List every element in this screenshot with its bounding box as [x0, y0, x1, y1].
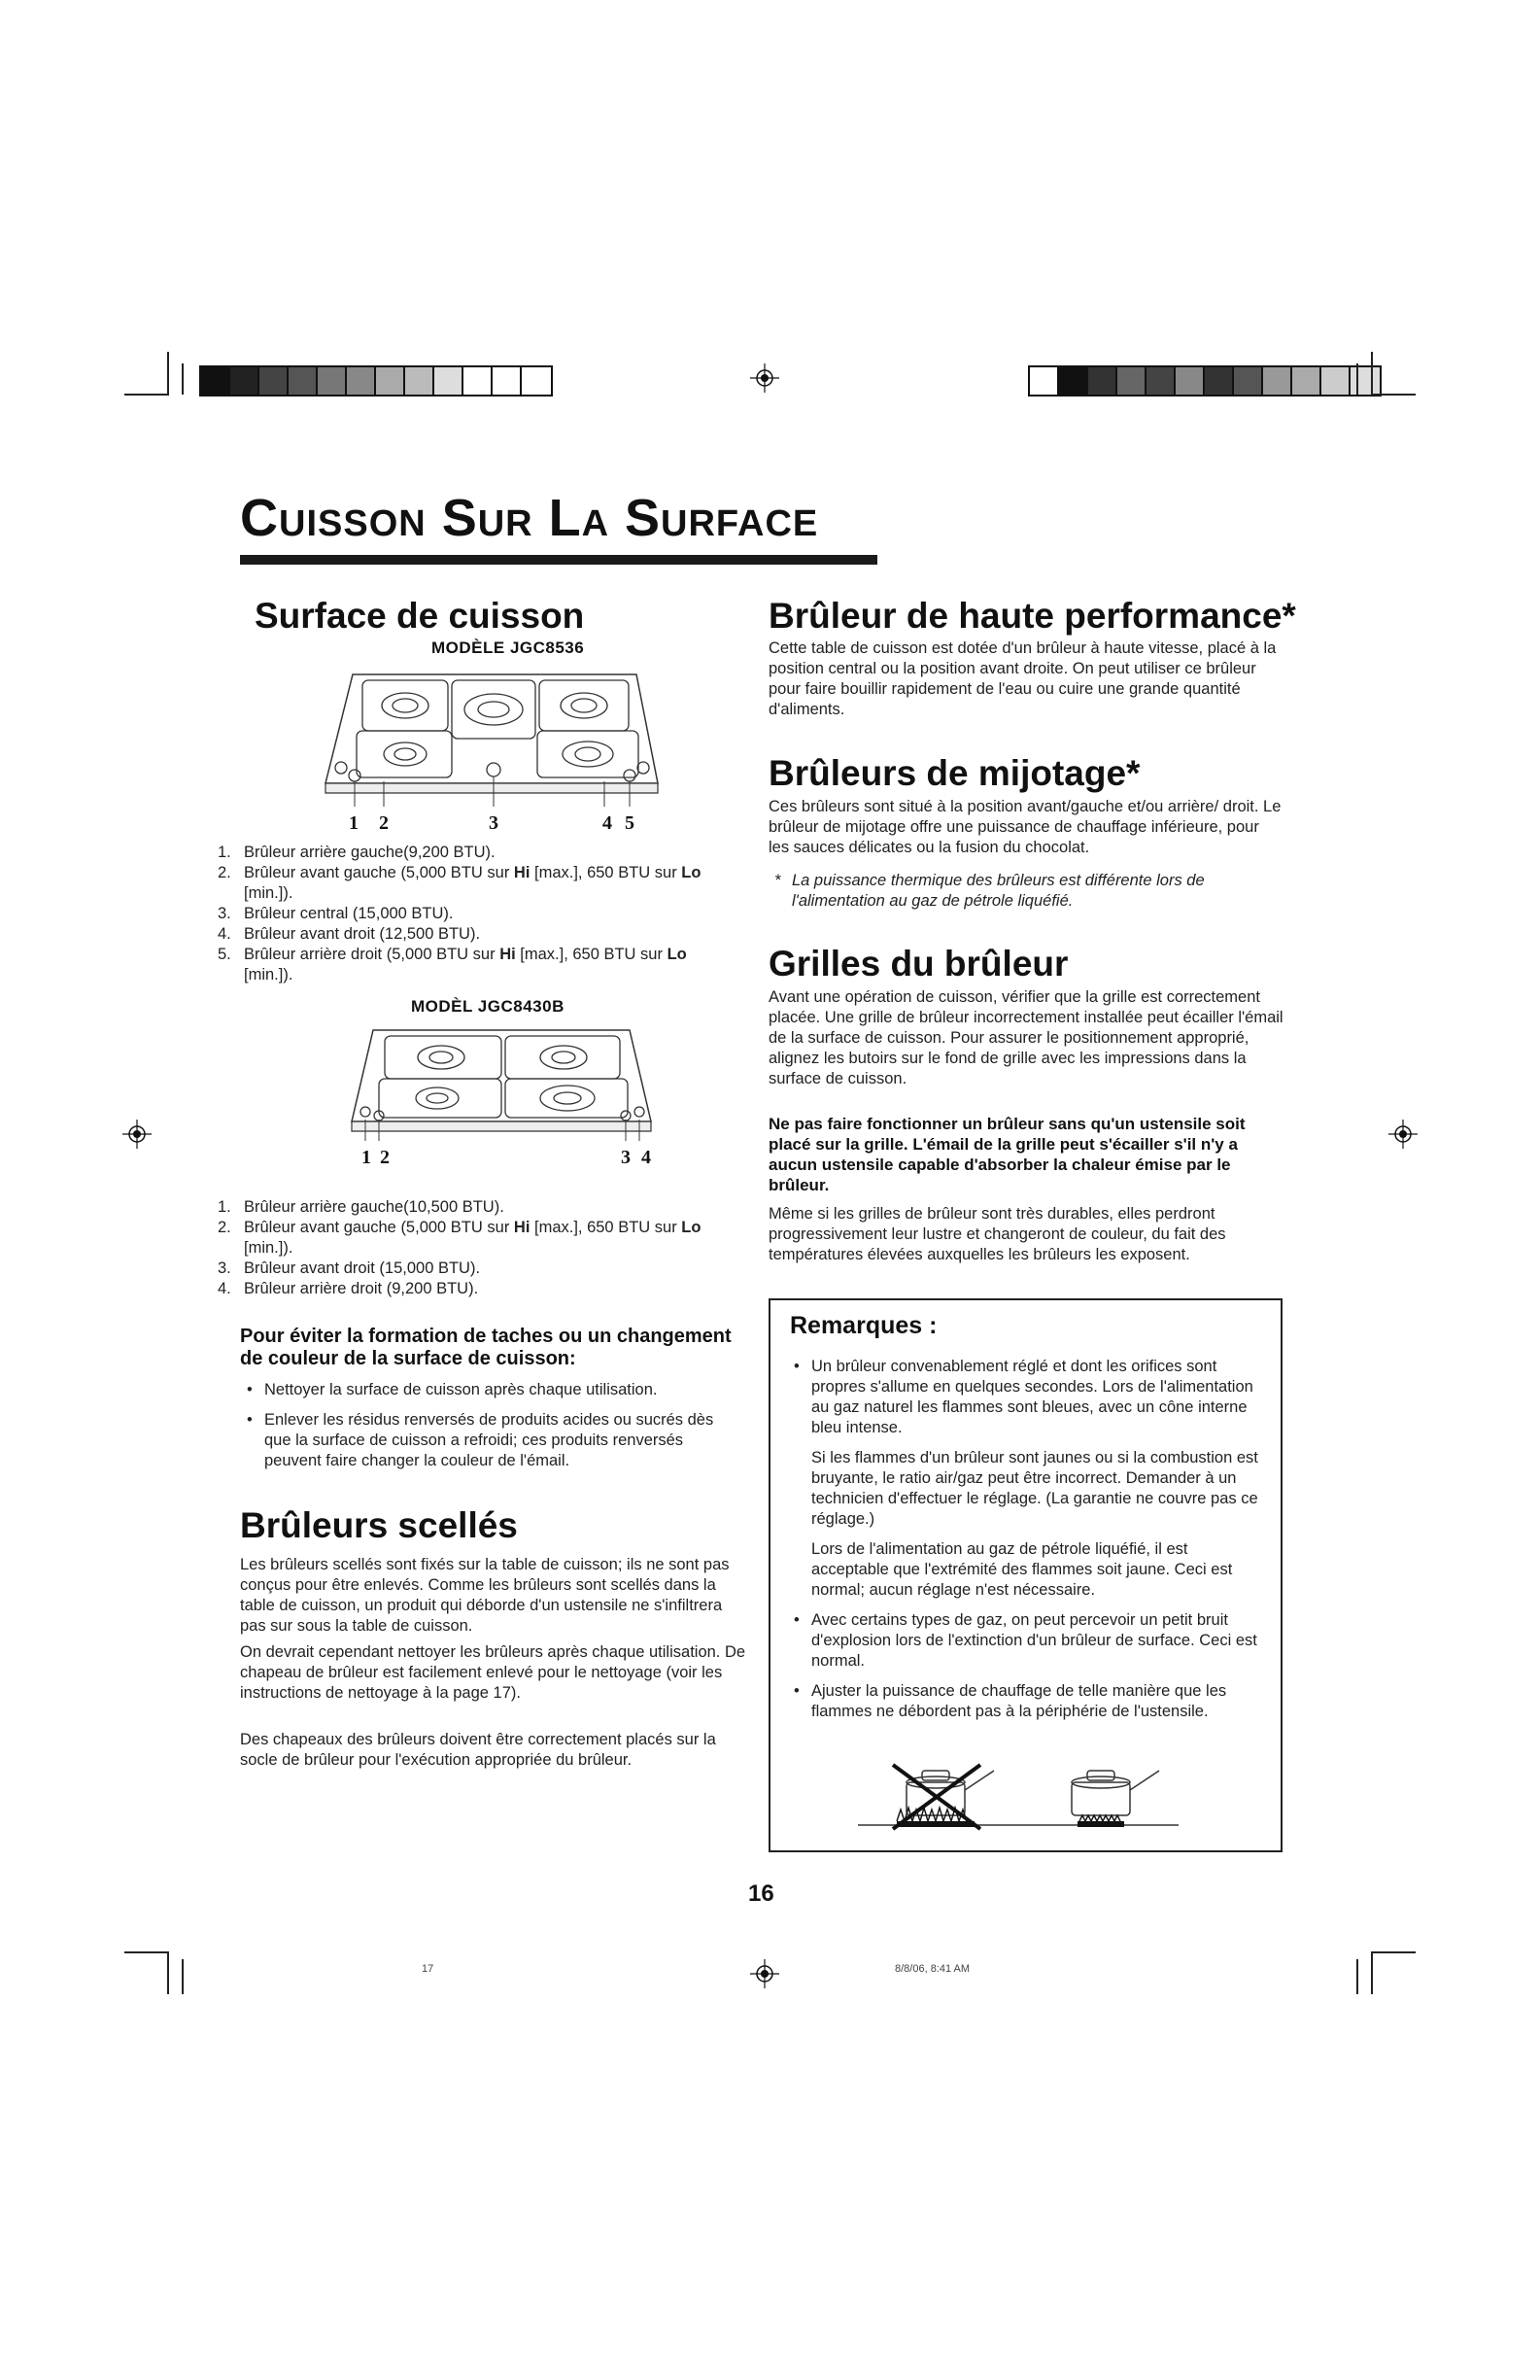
list-item: 1. Brûleur arrière gauche(10,500 BTU). [218, 1198, 504, 1216]
list-item: • Avec certains types de gaz, on peut percevoir un petit bruit d'explosion lors de l'extinction d'un brûleur de surface. Ceci est normal. [788, 1610, 1264, 1672]
crop-mark [1371, 1951, 1416, 1953]
list-item: 2. Brûleur avant gauche (5,000 BTU sur Hi [max.], 650 BTU sur Lo [min.]). [218, 864, 702, 902]
performance-heading: Brûleur de haute performance* [769, 596, 1296, 636]
simmer-heading: Brûleurs de mijotage* [769, 753, 1141, 793]
crop-mark [1356, 363, 1358, 395]
performance-paragraph: Cette table de cuisson est dotée d'un brûleur à haute vitesse, placé à la position central ou la position avant droite. On peut utiliser ce brûleur pour faire bouillir rapidement de l'eau ou cuire une grande quantité d'aliments. [769, 639, 1277, 718]
burner-number: 1 [349, 812, 359, 834]
registration-target-icon [750, 363, 779, 393]
crop-mark [182, 363, 184, 395]
registration-target-icon [750, 1959, 779, 1988]
stain-heading: Pour éviter la formation de taches ou un changement de couleur de la surface de cuisson: [240, 1326, 732, 1369]
burner-number: 3 [621, 1147, 631, 1168]
list-item: • Nettoyer la surface de cuisson après chaque utilisation. [241, 1380, 736, 1400]
sealed-heading: Brûleurs scellés [240, 1505, 518, 1545]
crop-mark [1371, 394, 1416, 396]
list-item: 1. Brûleur arrière gauche(9,200 BTU). [218, 844, 496, 861]
burner-number: 2 [379, 812, 389, 834]
page-title: Cuisson Sur La Surface [240, 489, 819, 547]
burner-number: 2 [380, 1147, 390, 1168]
crop-mark [1371, 1951, 1373, 1994]
simmer-note [769, 871, 1274, 912]
grates-warning: Ne pas faire fonctionner un brûleur sans qu'un ustensile soit placé sur la grille. L'émail de la grille peut s'écailler s'il n'y a aucun ustensile capable d'absorber la chaleur émise par le brûleur. [769, 1115, 1246, 1194]
model1-burner-list [218, 843, 723, 985]
registration-bar-left [199, 365, 553, 397]
crop-mark [1356, 1959, 1358, 1994]
title-rule [240, 555, 877, 565]
simmer-paragraph: Ces brûleurs sont situé à la position avant/gauche et/ou arrière/ droit. Le brûleur de mijotage offre une puissance de chauffage inférieure, pour les sauces délicates ou la fusion du chocolat. [769, 798, 1282, 856]
grates-paragraph: Avant une opération de cuisson, vérifier que la grille est correctement placée. Une grille de brûleur incorrectement installée peut écailler l'émail de la surface de cuisson. Pour assurer le positionnement approprié, alignez les butoirs sur le fond de grille avec les impressions dans la surface de cuisson. [769, 988, 1283, 1087]
list-item: 2. Brûleur avant gauche (5,000 BTU sur Hi [max.], 650 BTU sur Lo [min.]). [218, 1219, 702, 1257]
model2-label: MODÈL JGC8430B [411, 997, 565, 1016]
list-item: • Ajuster la puissance de chauffage de telle manière que les flammes ne débordent pas à la périphérie de l'ustensile. [788, 1681, 1264, 1722]
note-text: La puissance thermique des brûleurs est différente lors de l'alimentation au gaz de pétrole liquéfié. [792, 872, 1205, 910]
model1-label: MODÈLE JGC8536 [431, 638, 585, 657]
list-item: 4. Brûleur arrière droit (9,200 BTU). [218, 1280, 479, 1297]
grates-paragraph-2: Même si les grilles de brûleur sont très durables, elles perdront progressivement leur lustre et changeront de couleur, du fait des températures élevées auxquelles les brûleurs les exposent. [769, 1205, 1226, 1263]
list-item: 3. Brûleur avant droit (15,000 BTU). [218, 1259, 481, 1277]
sealed-paragraph: On devrait cependant nettoyer les brûleurs après chaque utilisation. De chapeau de brûleur est facilement enlevé pour le nettoyage (voir les instructions de nettoyage à la page 17). [240, 1643, 746, 1702]
burner-number: 4 [641, 1147, 651, 1168]
stain-bullets [241, 1380, 736, 1481]
burner-number: 1 [361, 1147, 371, 1168]
crop-mark [182, 1959, 184, 1994]
crop-mark [167, 1951, 169, 1994]
sealed-paragraph: Des chapeaux des brûleurs doivent être correctement placés sur la socle de brûleur pour l'exécution appropriée du brûleur. [240, 1731, 716, 1769]
registration-bar-right [1028, 365, 1382, 397]
burner-number: 5 [625, 812, 634, 834]
list-item: 3. Brûleur central (15,000 BTU). [218, 905, 454, 922]
crop-mark [1371, 352, 1373, 396]
flame-pan-illustration [858, 1757, 1179, 1835]
registration-target-icon [1388, 1120, 1418, 1149]
crop-mark [124, 394, 169, 396]
cooktop-4-burner-diagram [342, 1024, 663, 1141]
page-number: 16 [748, 1880, 774, 1907]
remarks-box [769, 1298, 1283, 1852]
list-item: • Un brûleur convenablement réglé et dont les orifices sont propres s'allume en quelques secondes. Lors de l'alimentation au gaz naturel les flammes sont bleues, avec un cône interne bleu intense. Si les flammes d'un brûleur sont jaunes ou si la combustion est bruyante, le ratio air/gaz peut être incorrect. Demander à un technicien d'effectuer le réglage. (La garantie ne couvre pas ce réglage.) Lors de l'alimentation au gaz de pétrole liquéfié, il est acceptable que l'extrémité des flammes soit jaune. Ceci est normal; aucun réglage n'est nécessaire. [788, 1357, 1264, 1601]
burner-number: 3 [489, 812, 498, 834]
footer-timestamp: 8/8/06, 8:41 AM [895, 1963, 971, 1975]
note-star: * [774, 872, 781, 889]
grates-heading: Grilles du brûleur [769, 944, 1069, 983]
crop-mark [167, 352, 169, 396]
registration-target-icon [122, 1120, 152, 1149]
list-item: • Enlever les résidus renversés de produits acides ou sucrés dès que la surface de cuisson a refroidi; ces produits renversés peuvent faire changer la couleur de l'émail. [241, 1410, 736, 1471]
footer-page-ref: 17 [422, 1963, 434, 1975]
remarks-list [788, 1357, 1264, 1732]
surface-heading: Surface de cuisson [255, 596, 585, 636]
sealed-paragraph: Les brûleurs scellés sont fixés sur la table de cuisson; ils ne sont pas conçus pour être enlevés. Comme les brûleurs sont scellés dans la table de cuisson, un produit qui déborde d'un ustensile ne s'infiltrera pas sur sous la table de cuisson. [240, 1556, 730, 1635]
list-item: 5. Brûleur arrière droit (5,000 BTU sur Hi [max.], 650 BTU sur Lo [min.]). [218, 946, 687, 983]
model2-burner-list [218, 1197, 723, 1299]
remarks-heading: Remarques : [790, 1312, 938, 1339]
list-item: 4. Brûleur avant droit (12,500 BTU). [218, 925, 481, 943]
crop-mark [124, 1951, 169, 1953]
cooktop-5-burner-diagram [316, 669, 666, 810]
burner-number: 4 [602, 812, 612, 834]
